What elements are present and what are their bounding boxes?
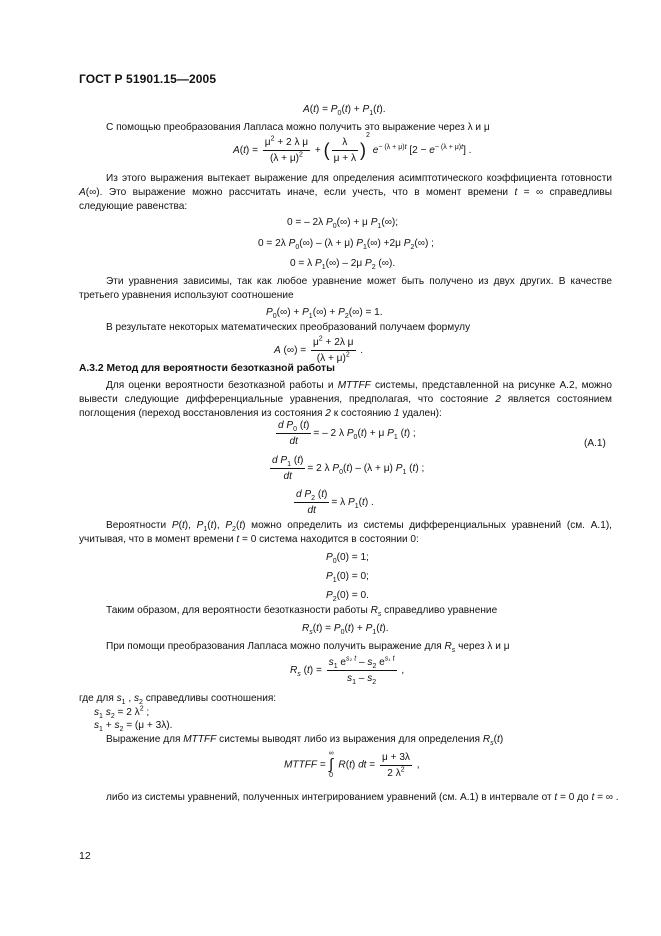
- initial-condition-p0: $P_0(0) = 1$;: [326, 552, 369, 566]
- equation-reliability: $R_s(t) = P_0(t) + P_1(t)$.: [302, 623, 389, 637]
- section-title: А.3.2 Метод для вероятности безотказной работы: [79, 363, 335, 374]
- paragraph-dependent: Эти уравнения зависимы, так как любое уравнение может быть получено из двух других. В качестве третьего уравнения используют соотношение: [79, 276, 612, 301]
- paragraph-laplace-intro: С помощью преобразования Лапласа можно получить это выражение через λ и μ: [106, 122, 490, 133]
- equation-availability-laplace: A(t) = $\frac{\mu^2 + 2 \lambda \mu}{(\lambda + \mu)^2}$ + ( $\frac{\lambda}{\mu + \lambda}$ )$^2$ $e^{- (\lambda + \mu)t}$ $[2 - e^{- (\lambda + \mu)t}]$ .: [233, 131, 472, 164]
- paragraph-thus: Таким образом, для вероятности безотказности работы $R_s$ справедливо уравнение: [106, 605, 498, 619]
- paragraph-where: где для $s_1$ , $s_2$ справедливы соотношения:: [79, 693, 277, 707]
- initial-condition-p2: $P_2(0) = 0$.: [326, 590, 369, 604]
- equation-asymptotic-availability: A (∞) = $\frac{\mu^2 + 2\lambda \mu}{(\lambda + \mu)^2}$ .: [274, 335, 364, 364]
- standard-header: ГОСТ Р 51901.15—2005: [79, 72, 217, 86]
- differential-equation-1: $\frac{d P_0 (t)}{dt}$ = – 2 λ $P_0(t) + \mu$ $P_1$ (t) ;: [278, 420, 416, 447]
- initial-condition-p1: $P_1(0) = 0$;: [326, 571, 369, 585]
- paragraph-result-formula: В результате некоторых математических преобразований получаем формулу: [106, 322, 471, 333]
- equation-normalization: $P_0(\infty) + P_1(\infty) + P_2(\infty) = 1$.: [266, 307, 383, 321]
- differential-equation-2: $\frac{d P_1 (t)}{dt}$ = 2 λ $P_0(t) - (\lambda + \mu)$ $P_1$ (t) ;: [272, 455, 425, 482]
- paragraph-section-intro: Для оценки вероятности безотказной работы и MTTFF системы, представленной на рисунке А.2, можно вывести следующие дифференциальные уравнения, предполагая, что состояние 2 является состоянием поглощения (переход восстановления из состояния 2 к состоянию 1 удален):: [79, 380, 612, 419]
- page-number: 12: [79, 850, 91, 862]
- equation-reliability-laplace: $R_s$ (t) = $\frac{s_1 e^{s_2 t} - s_2 e^{s_1 t}}{s_1 - s_2}$ ,: [290, 655, 405, 687]
- equation-number: (А.1): [584, 438, 606, 449]
- relation-sum: $s_1 + s_2 = (\mu + 3\lambda)$.: [94, 720, 173, 734]
- paragraph-either: либо из системы уравнений, полученных интегрированием уравнений (см. А.1) в интервале от t = 0 до t = ∞ .: [106, 792, 619, 803]
- equation-steady-3: 0 = λ $P_1(\infty) - 2\mu$ $P_2$ (∞).: [290, 258, 396, 272]
- paragraph-mttff-expr: Выражение для MTTFF системы выводят либо из выражения для определения $R_s(t)$: [106, 734, 504, 748]
- equation-availability: $A(t) = P_0(t) + P_1(t)$.: [303, 104, 386, 118]
- paragraph-laplace-rs: При помощи преобразования Лапласа можно получить выражение для $R_s$ через λ и μ: [106, 641, 510, 655]
- differential-equation-3: $\frac{d P_2 (t)}{dt}$ = λ $P_1(t)$ .: [296, 489, 374, 516]
- equation-steady-1: 0 = – 2λ $P_0(\infty) + \mu$ $P_1(\infty)$;: [287, 217, 399, 231]
- paragraph-asymptotic: Из этого выражения вытекает выражение для определения асимптотического коэффициента готовности A(∞). Это выражение можно рассчитать иначе, если учесть, что в момент времени t = ∞ справедливы следующие равенства:: [79, 173, 612, 212]
- equation-mttff: MTTFF = ∞ ∫ 0 R(t) dt = $\frac{\mu + 3\lambda}{2 \lambda^2}$ ,: [284, 750, 420, 779]
- equation-steady-2: 0 = 2λ $P_0(\infty) - (\lambda + \mu)$ $P_1(\infty) +2\mu$ $P_2(\infty)$ ;: [258, 238, 434, 252]
- paragraph-probabilities: Вероятности P(t), $P_1(t)$, $P_2(t)$ можно определить из системы дифференциальных уравнений (см. А.1), учитывая, что в момент времени t = 0 система находится в состоянии 0:: [79, 520, 612, 545]
- relation-product: $s_1$ $s_2 = 2$ $\lambda^2$ ;: [94, 705, 150, 721]
